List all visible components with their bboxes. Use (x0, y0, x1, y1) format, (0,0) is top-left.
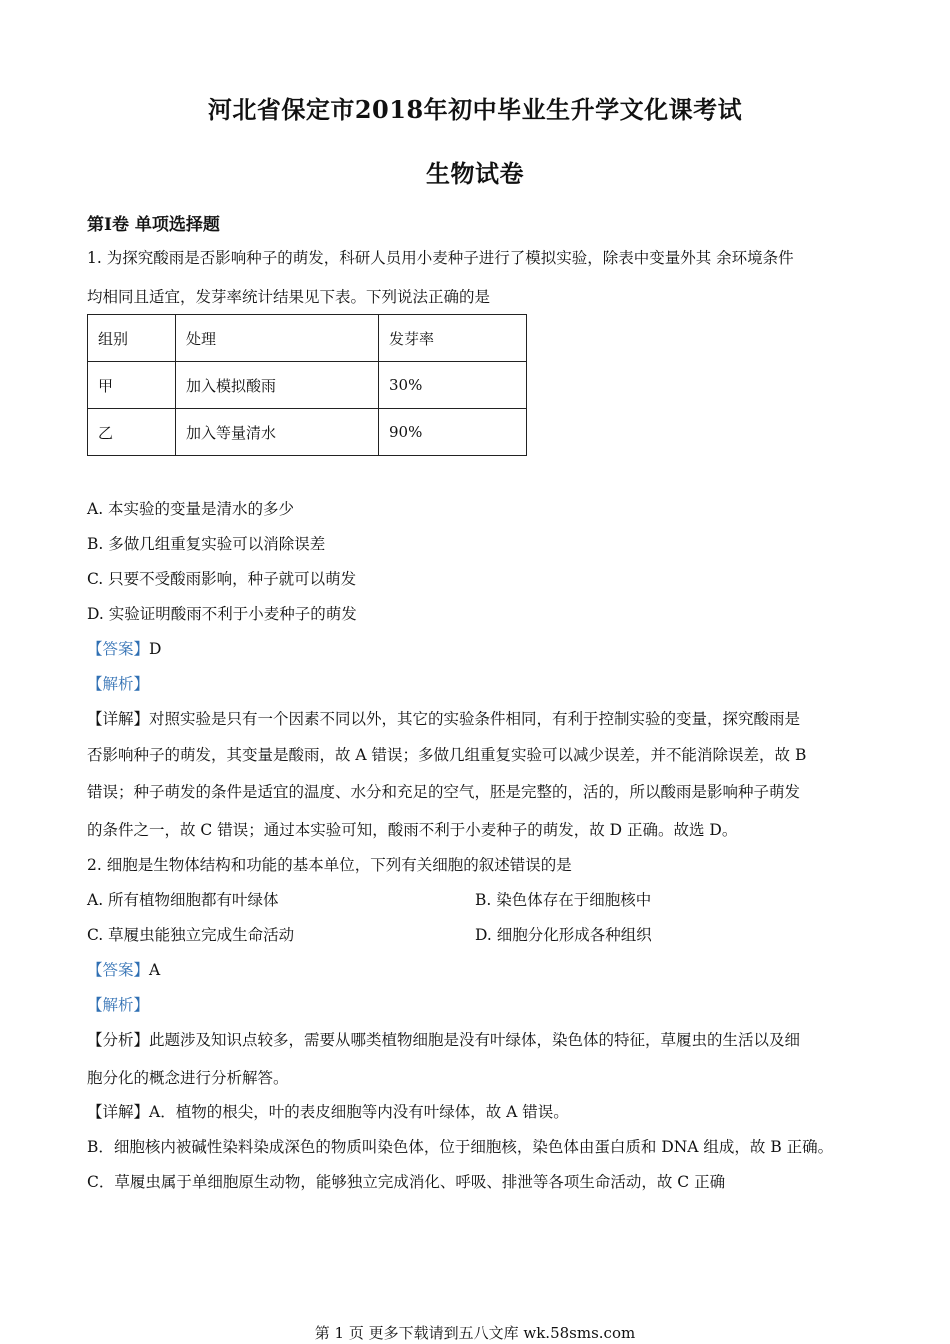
detail-label: 【详解】 (87, 710, 150, 728)
table-header-cell: 组别 (88, 315, 176, 362)
experiment-table (87, 314, 527, 456)
table-cell: 90% (379, 409, 527, 456)
q1-analysis-label: 【解析】 (87, 675, 150, 693)
answer-label: 【答案】 (87, 640, 150, 658)
fenxi-label: 【分析】 (87, 1031, 150, 1049)
q2-answer (87, 958, 160, 980)
q2-detail-a (87, 1100, 569, 1122)
q1-option-b: B. 多做几组重复实验可以消除误差 (87, 535, 326, 553)
detail-label: 【详解】 (87, 1103, 150, 1121)
q2-detail-b: B．细胞核内被碱性染料染成深色的物质叫染色体，位于细胞核，染色体由蛋白质和 DNA 组成，故 B 正确。 (87, 1138, 834, 1156)
table-header-row (88, 315, 527, 362)
q2-fenxi-line2: 胞分化的概念进行分析解答。 (87, 1069, 289, 1087)
q2-detail-c: C．草履虫属于单细胞原生动物，能够独立完成消化、呼吸、排泄等各项生命活动，故 C 正确 (87, 1173, 726, 1191)
table-cell: 加入等量清水 (176, 409, 379, 456)
table-cell: 30% (379, 362, 527, 409)
q2-option-a: A. 所有植物细胞都有叶绿体 (87, 891, 279, 909)
answer-label: 【答案】 (87, 961, 150, 979)
q1-detail-line1 (87, 707, 800, 729)
detail-text: 对照实验是只有一个因素不同以外，其它的实验条件相同，有利于控制实验的变量，探究酸雨是 (149, 710, 801, 728)
table-header-cell: 处理 (176, 315, 379, 362)
q1-detail-line3: 错误；种子萌发的条件是适宜的温度、水分和充足的空气，胚是完整的，活的，所以酸雨是影响种子萌发 (87, 783, 801, 801)
q1-answer (87, 637, 161, 659)
q2-option-d: D. 细胞分化形成各种组织 (475, 926, 652, 944)
q2-option-b: B. 染色体存在于细胞核中 (475, 891, 652, 909)
table-row (88, 409, 527, 456)
q2-analysis-label: 【解析】 (87, 996, 150, 1014)
q1-detail-line4: 的条件之一，故 C 错误；通过本实验可知，酸雨不利于小麦种子的萌发，故 D 正确。故选 D。 (87, 821, 738, 839)
table-cell: 甲 (88, 362, 176, 409)
exam-subtitle: 生物试卷 (426, 159, 524, 188)
exam-title: 河北省保定市2018年初中毕业生升学文化课考试 (207, 95, 743, 124)
answer-value: D (149, 640, 162, 658)
q1-option-d: D. 实验证明酸雨不利于小麦种子的萌发 (87, 605, 357, 623)
table-row (88, 362, 527, 409)
q1-option-c: C. 只要不受酸雨影响，种子就可以萌发 (87, 570, 357, 588)
page-footer: 第 1 页 更多下载请到五八文库 wk.58sms.com (314, 1324, 636, 1342)
fenxi-text: 此题涉及知识点较多，需要从哪类植物细胞是没有叶绿体，染色体的特征，草履虫的生活以及细 (149, 1031, 801, 1049)
q1-stem-line2: 均相同且适宜，发芽率统计结果见下表。下列说法正确的是 (87, 288, 491, 306)
table-cell: 乙 (88, 409, 176, 456)
q1-detail-line2: 否影响种子的萌发，其变量是酸雨，故 A 错误；多做几组重复实验可以减少误差，并不能消除误差，故 B (87, 746, 807, 764)
q2-fenxi-line1 (87, 1028, 800, 1050)
answer-value: A (149, 961, 161, 979)
q1-option-a: A. 本实验的变量是清水的多少 (87, 500, 295, 518)
q1-stem-line1: 1. 为探究酸雨是否影响种子的萌发，科研人员用小麦种子进行了模拟实验，除表中变量外其 余环境条件 (87, 249, 794, 267)
detail-text: A．植物的根尖，叶的表皮细胞等内没有叶绿体，故 A 错误。 (149, 1103, 569, 1121)
q2-stem: 2. 细胞是生物体结构和功能的基本单位，下列有关细胞的叙述错误的是 (87, 856, 572, 874)
table-header-cell: 发芽率 (379, 315, 527, 362)
section-heading: 第Ⅰ卷 单项选择题 (87, 215, 220, 235)
q2-option-c: C. 草履虫能独立完成生命活动 (87, 926, 295, 944)
table-cell: 加入模拟酸雨 (176, 362, 379, 409)
